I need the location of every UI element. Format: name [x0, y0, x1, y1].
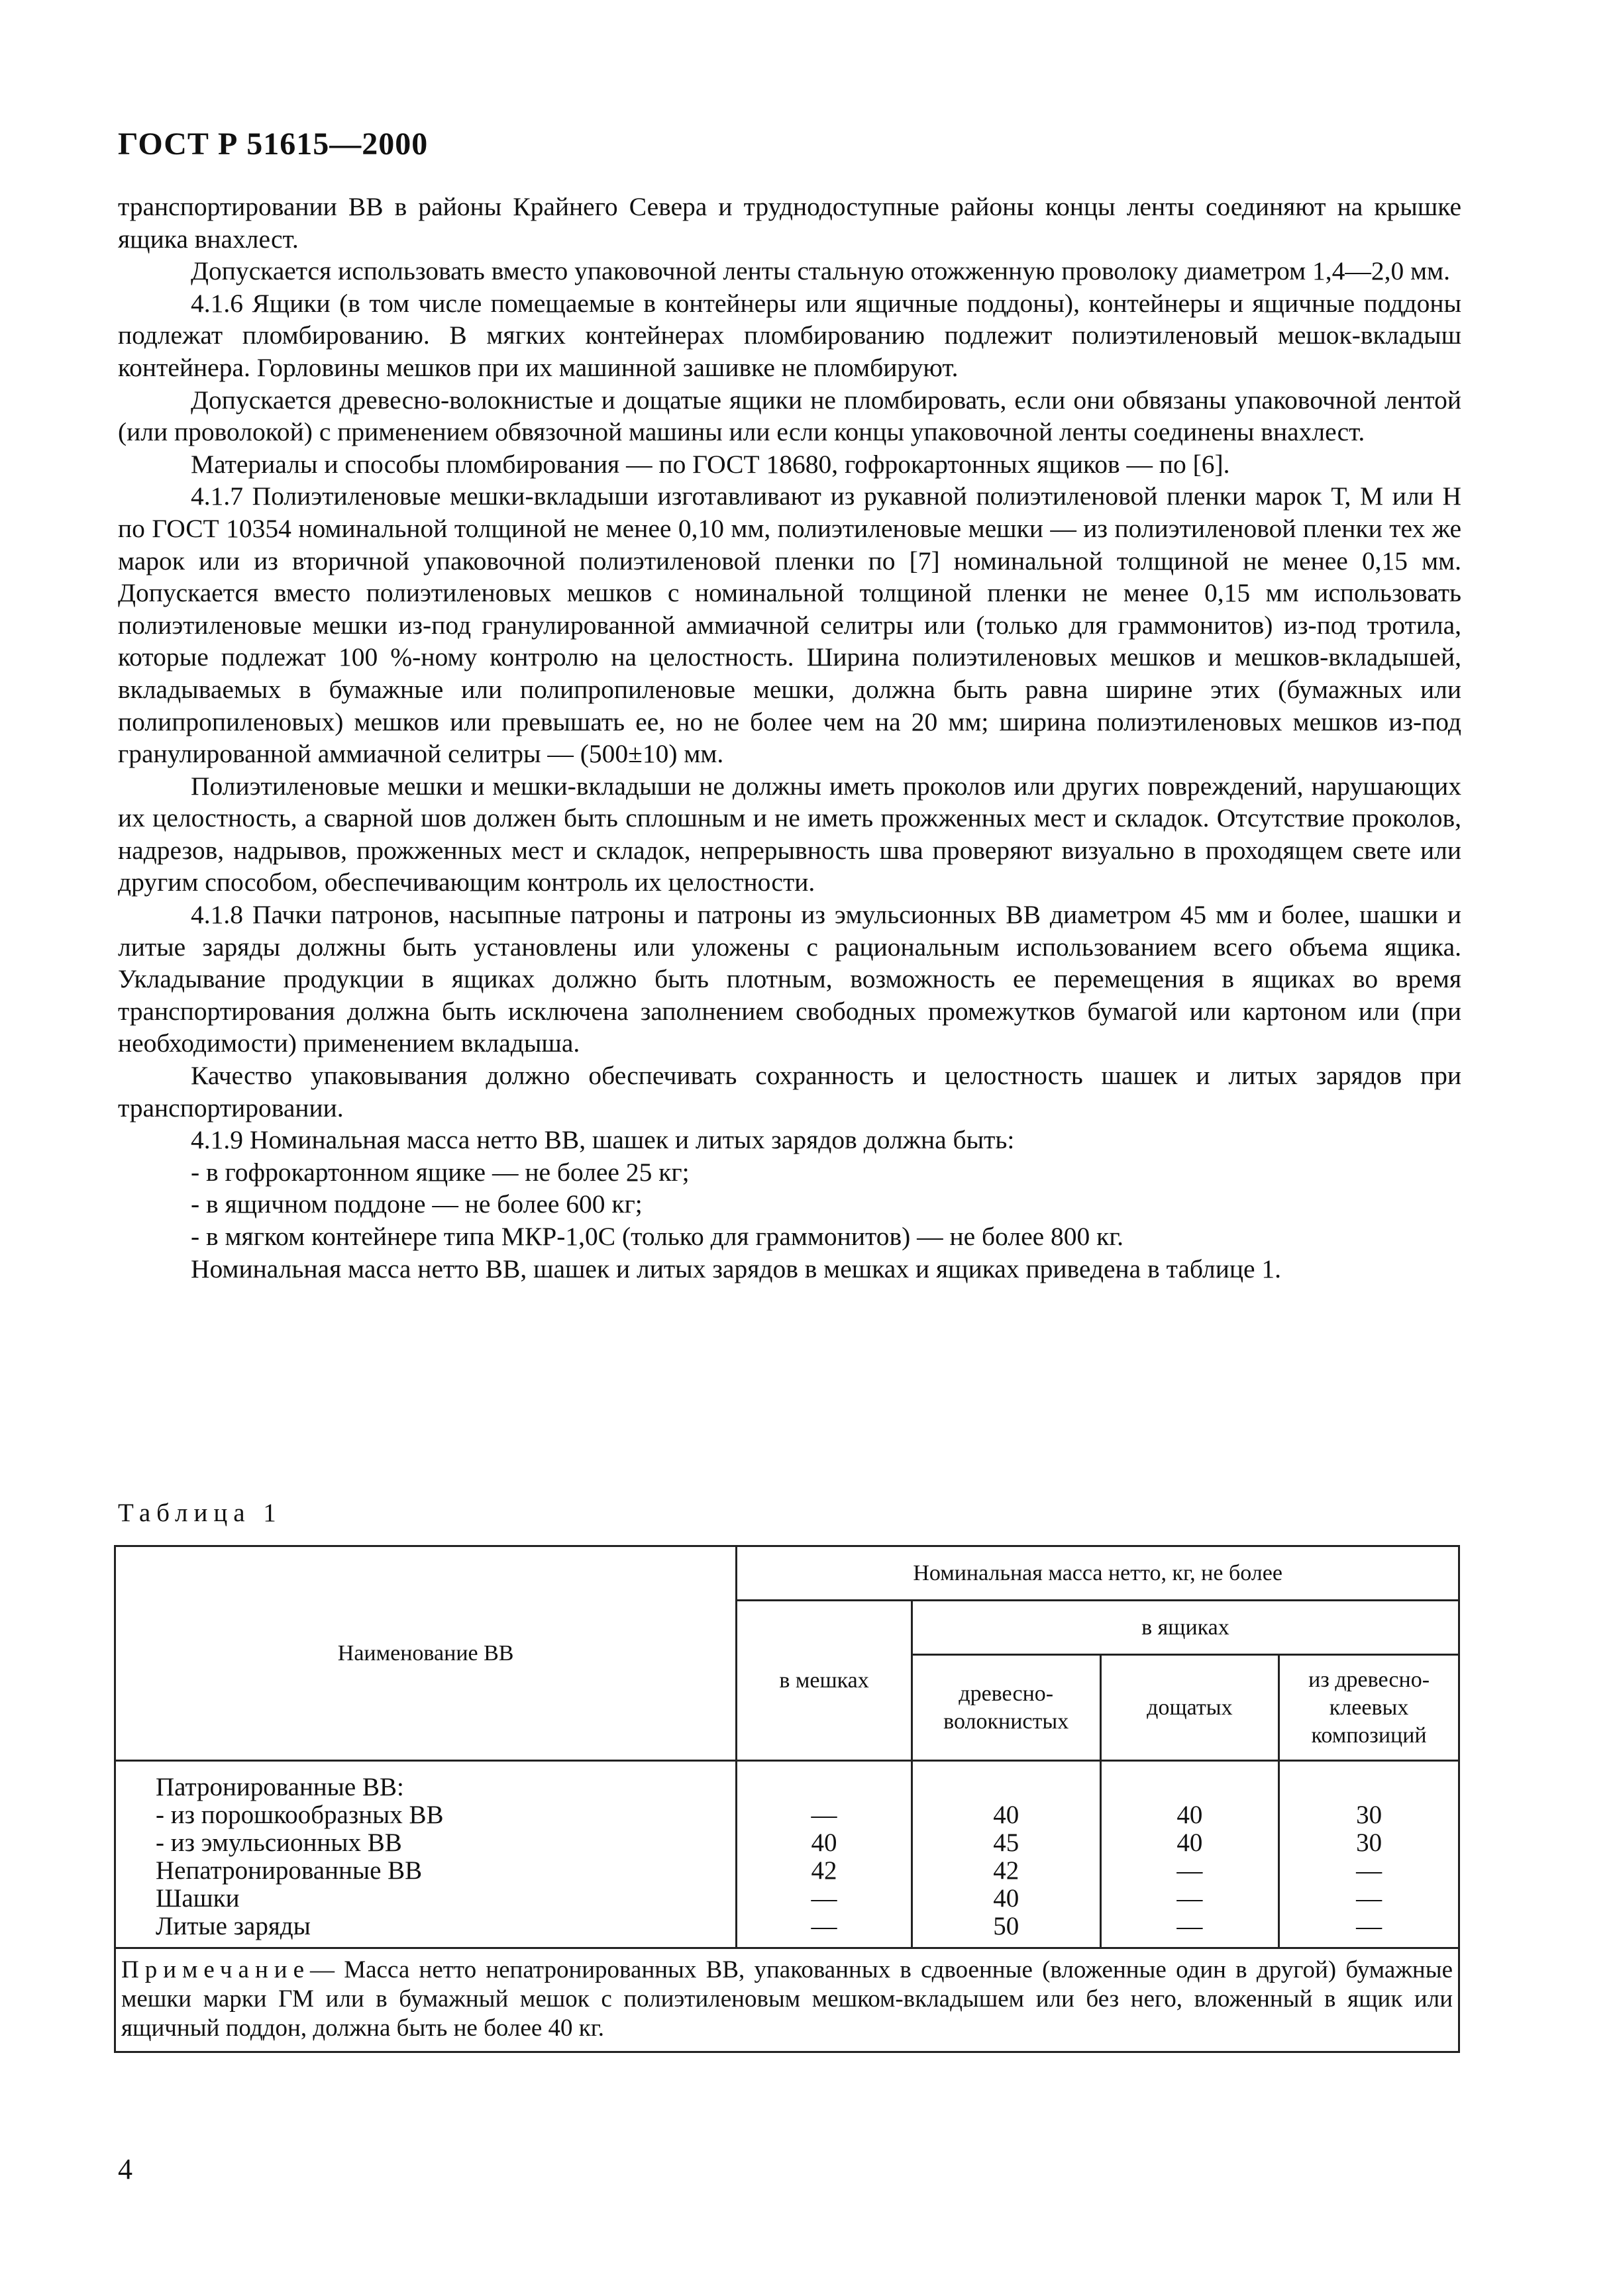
paragraph: Допускается использовать вместо упаковочной ленты стальную отожженную проволоку диаметром 1,4—2,0 мм. [191, 256, 1450, 286]
table-note-row [115, 1948, 1459, 2052]
table-cell [1280, 1773, 1457, 1801]
paragraph: транспортировании ВВ в районы Крайнего Севера и труднодоступные районы концы ленты соединяют на крышке ящика внахлест. [118, 192, 1461, 254]
col-names [115, 1761, 737, 1948]
col-plank [1100, 1761, 1279, 1948]
table-cell: — [811, 1801, 837, 1829]
table-cell: - из эмульсионных ВВ [156, 1828, 402, 1857]
paragraph: 4.1.9 Номинальная масса нетто ВВ, шашек и литых зарядов должна быть: [191, 1125, 1015, 1155]
header-bags: в мешках [737, 1601, 912, 1761]
table-cell: — [1176, 1856, 1203, 1885]
table-cell: 42 [993, 1856, 1019, 1885]
header-composite: из древесно-клеевых композиций [1279, 1655, 1459, 1761]
table-cell: 40 [811, 1828, 837, 1857]
page-number: 4 [118, 2153, 132, 2185]
table-note [115, 1948, 1459, 2052]
table-cell: 40 [993, 1801, 1019, 1829]
table-cell: 40 [1176, 1801, 1203, 1829]
body-text [118, 191, 1461, 1285]
table-cell: 30 [1356, 1828, 1382, 1857]
table-cell: 40 [1176, 1828, 1203, 1857]
table-cell: Патронированные ВВ: [156, 1773, 404, 1801]
header-mass: Номинальная масса нетто, кг, не более [737, 1546, 1459, 1601]
table-cell: Литые заряды [156, 1912, 311, 1940]
paragraph: Материалы и способы пломбирования — по ГОСТ 18680, гофрокартонных ящиков — по [6]. [191, 449, 1230, 479]
col-bags [737, 1761, 912, 1948]
list-item: - в мягком контейнере типа МКР-1,0С (только для граммонитов) — не более 800 кг. [191, 1222, 1123, 1251]
table-cell: - из порошкообразных ВВ [156, 1801, 444, 1829]
col-fiber [912, 1761, 1100, 1948]
table-cell [1102, 1773, 1278, 1801]
table-cell [913, 1773, 1099, 1801]
mass-table [114, 1545, 1460, 2053]
col-composite [1279, 1761, 1459, 1948]
document-header: ГОСТ Р 51615—2000 [118, 126, 429, 162]
table-cell: 40 [993, 1884, 1019, 1913]
table-cell: 42 [811, 1856, 837, 1885]
note-text: — Масса нетто непатронированных ВВ, упакованных в сдвоенные (вложенные один в другой) бумажные мешки марки ГМ или в бумажный мешок с полиэтиленовым мешком-вкладышем или без него, вложенный в ящик или ящичный поддон, должна быть не более 40 кг. [121, 1956, 1453, 2042]
table-cell: 30 [1356, 1801, 1382, 1829]
table-cell: 45 [993, 1828, 1019, 1857]
paragraph: 4.1.6 Ящики (в том числе помещаемые в контейнеры или ящичные поддоны), контейнеры и ящичные поддоны подлежат пломбированию. В мягких контейнерах пломбированию подлежит полиэтиленовый мешок-вкладыш контейнера. Горловины мешков при их машинной зашивке не пломбируют. [118, 288, 1461, 382]
paragraph: Допускается древесно-волокнистые и дощатые ящики не пломбировать, если они обвязаны упаковочной лентой (или проволокой) с применением обвязочной машины или если концы упаковочной ленты соединены внахлест. [118, 385, 1461, 447]
header-boxes: в ящиках [912, 1601, 1459, 1655]
table-cell: — [811, 1884, 837, 1913]
paragraph: Номинальная масса нетто ВВ, шашек и литых зарядов в мешках и ящиках приведена в таблице 1. [191, 1254, 1282, 1283]
table-caption: Таблица 1 [118, 1499, 282, 1527]
header-plank: дощатых [1100, 1655, 1279, 1761]
table-cell: — [1176, 1912, 1203, 1940]
note-label: Примечание [121, 1956, 310, 1983]
table-cell: Непатронированные ВВ [156, 1856, 423, 1885]
table-cell: — [811, 1912, 837, 1940]
table-cell: — [1356, 1912, 1382, 1940]
table-cell: — [1356, 1856, 1382, 1885]
header-name: Наименование ВВ [115, 1546, 737, 1761]
paragraph: 4.1.8 Пачки патронов, насыпные патроны и патроны из эмульсионных ВВ диаметром 45 мм и более, шашки и литые заряды должны быть установлены или уложены с рациональным использованием всего объема ящика. Укладывание продукции в ящиках должно быть плотным, возможность ее перемещения в ящиках во время транспортирования должна быть исключена заполнением свободных промежутков бумагой или картоном или (при необходимости) применением вкладыша. [118, 900, 1461, 1058]
paragraph: Полиэтиленовые мешки и мешки-вкладыши не должны иметь проколов или других повреждений, нарушающих их целостность, а сварной шов должен быть сплошным и не иметь прожженных мест и складок. Отсутствие проколов, надрезов, надрывов, прожженных мест и складок, непрерывность шва проверяют визуально в проходящем свете или другим способом, обеспечивающим контроль их целостности. [118, 771, 1461, 897]
table-cell: — [1356, 1884, 1382, 1913]
list-item: - в ящичном поддоне — не более 600 кг; [191, 1189, 643, 1219]
table-cell: Шашки [156, 1884, 240, 1913]
header-fiber: древесно-волокнистых [912, 1655, 1100, 1761]
table-body [115, 1761, 1459, 1948]
table-cell: 50 [993, 1912, 1019, 1940]
table-cell: — [1176, 1884, 1203, 1913]
list-item: - в гофрокартонном ящике — не более 25 кг; [191, 1157, 690, 1187]
paragraph: Качество упаковывания должно обеспечивать сохранность и целостность шашек и литых зарядов при транспортировании. [118, 1061, 1461, 1123]
table-cell [738, 1773, 910, 1801]
paragraph: 4.1.7 Полиэтиленовые мешки-вкладыши изготавливают из рукавной полиэтиленовой пленки марок Т, М или Н по ГОСТ 10354 номинальной толщиной не менее 0,10 мм, полиэтиленовые мешки — из полиэтиленовой пленки тех же марок или из вторичной упаковочной полиэтиленовой пленки по [7] номинальной толщиной не менее 0,15 мм. Допускается вместо полиэтиленовых мешков с номинальной толщиной пленки не менее 0,15 мм использовать полиэтиленовые мешки из-под гранулированной аммиачной селитры или (только для граммонитов) из-под тротила, которые подлежат 100 %-ному контролю на целостность. Ширина полиэтиленовых мешков и мешков-вкладышей, вкладываемых в бумажные или полипропиленовые мешки, должна быть равна ширине этих (бумажных или полипропиленовых) мешков или превышать ее, но не более чем на 20 мм; ширина полиэтиленовых мешков из-под гранулированной аммиачной селитры — (500±10) мм. [118, 481, 1461, 769]
